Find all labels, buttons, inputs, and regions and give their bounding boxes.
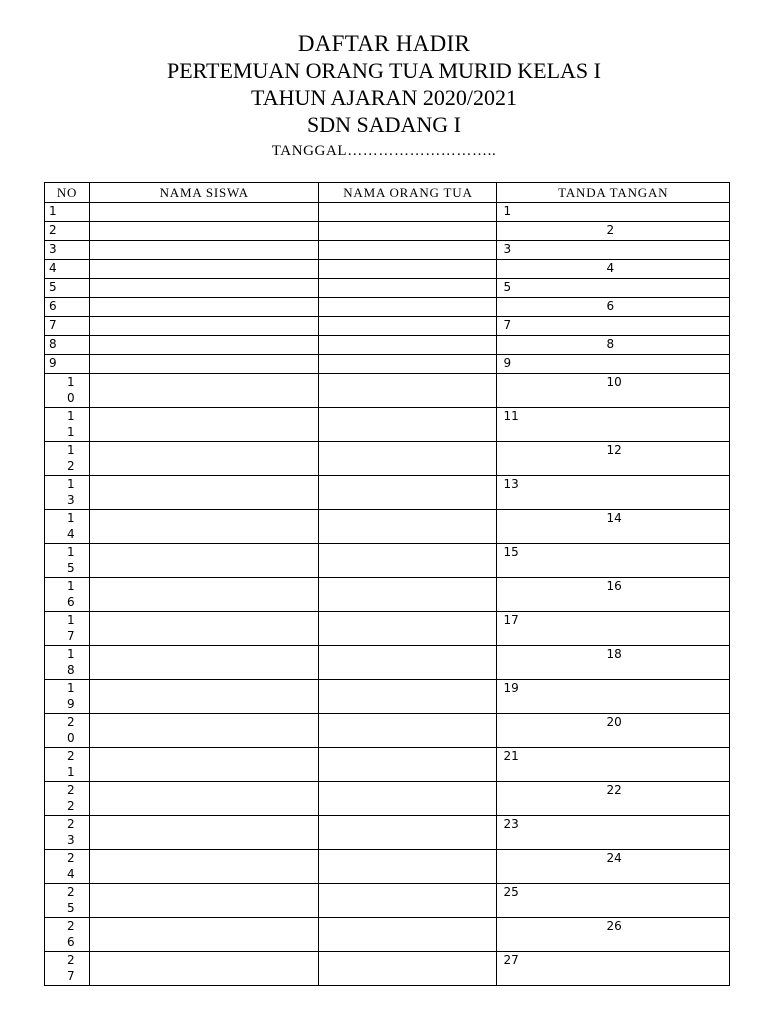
row-number-cell bbox=[45, 816, 90, 850]
row-number-cell bbox=[45, 850, 90, 884]
row-number-cell bbox=[45, 578, 90, 612]
student-name-cell[interactable] bbox=[90, 355, 319, 374]
document-header bbox=[0, 30, 768, 160]
school-name: SDN SADANG I bbox=[306, 112, 461, 137]
parent-name-cell[interactable] bbox=[319, 748, 497, 782]
signature-cell[interactable] bbox=[497, 646, 730, 680]
signature-number: 7 bbox=[503, 318, 512, 332]
row-number-cell bbox=[45, 476, 90, 510]
row-number: 2 bbox=[49, 223, 57, 237]
parent-name-cell[interactable] bbox=[319, 241, 497, 260]
attendance-table bbox=[44, 182, 730, 986]
row-number: 3 bbox=[49, 242, 57, 256]
signature-number: 18 bbox=[606, 647, 622, 661]
row-number-cell bbox=[45, 279, 90, 298]
row-number: 24 bbox=[67, 851, 75, 881]
row-number: 5 bbox=[49, 280, 57, 294]
table-row bbox=[45, 355, 730, 374]
signature-cell[interactable] bbox=[497, 355, 730, 374]
student-name-cell[interactable] bbox=[90, 279, 319, 298]
signature-number: 2 bbox=[606, 223, 615, 237]
signature-number: 4 bbox=[606, 261, 615, 275]
student-name-cell[interactable] bbox=[90, 578, 319, 612]
row-number-cell bbox=[45, 336, 90, 355]
date-field: TANGGAL……………………….. bbox=[271, 143, 497, 159]
signature-number: 13 bbox=[503, 477, 519, 491]
signature-number: 15 bbox=[503, 545, 519, 559]
row-number: 14 bbox=[67, 511, 75, 541]
signature-number: 21 bbox=[503, 749, 519, 763]
document-title: DAFTAR HADIR bbox=[297, 31, 471, 56]
parent-name-cell[interactable] bbox=[319, 260, 497, 279]
signature-cell[interactable] bbox=[497, 476, 730, 510]
student-name-cell[interactable] bbox=[90, 544, 319, 578]
table-row bbox=[45, 317, 730, 336]
row-number: 13 bbox=[67, 477, 75, 507]
row-number-cell bbox=[45, 442, 90, 476]
row-number: 7 bbox=[49, 318, 57, 332]
parent-name-cell[interactable] bbox=[319, 408, 497, 442]
table-row bbox=[45, 510, 730, 544]
parent-name-cell[interactable] bbox=[319, 544, 497, 578]
table-row bbox=[45, 442, 730, 476]
row-number-cell bbox=[45, 680, 90, 714]
row-number-cell bbox=[45, 918, 90, 952]
signature-number: 17 bbox=[503, 613, 519, 627]
signature-cell[interactable] bbox=[497, 952, 730, 986]
table-row bbox=[45, 279, 730, 298]
signature-cell[interactable] bbox=[497, 884, 730, 918]
signature-cell[interactable] bbox=[497, 203, 730, 222]
signature-cell[interactable] bbox=[497, 918, 730, 952]
row-number-cell bbox=[45, 374, 90, 408]
parent-name-cell[interactable] bbox=[319, 884, 497, 918]
parent-name-cell[interactable] bbox=[319, 442, 497, 476]
signature-number: 10 bbox=[606, 375, 622, 389]
row-number: 19 bbox=[67, 681, 75, 711]
signature-cell[interactable] bbox=[497, 298, 730, 317]
row-number-cell bbox=[45, 748, 90, 782]
signature-number: 14 bbox=[606, 511, 622, 525]
signature-cell[interactable] bbox=[497, 222, 730, 241]
row-number-cell bbox=[45, 222, 90, 241]
table-row bbox=[45, 816, 730, 850]
parent-name-cell[interactable] bbox=[319, 578, 497, 612]
row-number: 26 bbox=[67, 919, 75, 949]
parent-name-cell[interactable] bbox=[319, 952, 497, 986]
academic-year: TAHUN AJARAN 2020/2021 bbox=[251, 85, 517, 110]
table-row bbox=[45, 714, 730, 748]
row-number-cell bbox=[45, 355, 90, 374]
student-name-cell[interactable] bbox=[90, 884, 319, 918]
signature-cell[interactable] bbox=[497, 260, 730, 279]
row-number: 20 bbox=[67, 715, 75, 745]
row-number-cell bbox=[45, 510, 90, 544]
parent-name-cell[interactable] bbox=[319, 336, 497, 355]
parent-name-cell[interactable] bbox=[319, 850, 497, 884]
row-number: 22 bbox=[67, 783, 75, 813]
student-name-cell[interactable] bbox=[90, 782, 319, 816]
meeting-title: PERTEMUAN ORANG TUA MURID KELAS I bbox=[166, 58, 601, 83]
parent-name-cell[interactable] bbox=[319, 317, 497, 336]
parent-name-cell[interactable] bbox=[319, 510, 497, 544]
table-row bbox=[45, 336, 730, 355]
student-name-cell[interactable] bbox=[90, 203, 319, 222]
row-number-cell bbox=[45, 317, 90, 336]
signature-cell[interactable] bbox=[497, 241, 730, 260]
parent-name-cell[interactable] bbox=[319, 355, 497, 374]
student-name-cell[interactable] bbox=[90, 374, 319, 408]
table-header-row bbox=[45, 183, 730, 203]
signature-cell[interactable] bbox=[497, 782, 730, 816]
row-number: 23 bbox=[67, 817, 75, 847]
student-name-cell[interactable] bbox=[90, 748, 319, 782]
parent-name-cell[interactable] bbox=[319, 918, 497, 952]
row-number-cell bbox=[45, 612, 90, 646]
parent-name-cell[interactable] bbox=[319, 476, 497, 510]
signature-number: 24 bbox=[606, 851, 622, 865]
student-name-cell[interactable] bbox=[90, 260, 319, 279]
table-row bbox=[45, 646, 730, 680]
table-row bbox=[45, 680, 730, 714]
parent-name-cell[interactable] bbox=[319, 298, 497, 317]
table-row bbox=[45, 374, 730, 408]
parent-name-cell[interactable] bbox=[319, 279, 497, 298]
signature-cell[interactable] bbox=[497, 850, 730, 884]
signature-cell[interactable] bbox=[497, 442, 730, 476]
row-number: 4 bbox=[49, 261, 57, 275]
row-number: 27 bbox=[67, 953, 75, 983]
parent-name-cell[interactable] bbox=[319, 816, 497, 850]
row-number: 9 bbox=[49, 356, 57, 370]
parent-name-cell[interactable] bbox=[319, 714, 497, 748]
parent-name-cell[interactable] bbox=[319, 203, 497, 222]
signature-cell[interactable] bbox=[497, 374, 730, 408]
signature-number: 11 bbox=[503, 409, 519, 423]
row-number-cell bbox=[45, 260, 90, 279]
signature-cell[interactable] bbox=[497, 510, 730, 544]
student-name-cell[interactable] bbox=[90, 476, 319, 510]
row-number-cell bbox=[45, 782, 90, 816]
row-number: 16 bbox=[67, 579, 75, 609]
signature-number: 1 bbox=[503, 204, 512, 218]
student-name-cell[interactable] bbox=[90, 317, 319, 336]
row-number: 1 bbox=[49, 204, 57, 218]
signature-number: 5 bbox=[503, 280, 512, 294]
signature-number: 8 bbox=[606, 337, 615, 351]
signature-cell[interactable] bbox=[497, 336, 730, 355]
student-name-cell[interactable] bbox=[90, 222, 319, 241]
student-name-cell[interactable] bbox=[90, 646, 319, 680]
student-name-cell[interactable] bbox=[90, 612, 319, 646]
row-number: 11 bbox=[67, 409, 75, 439]
table-row bbox=[45, 748, 730, 782]
student-name-cell[interactable] bbox=[90, 952, 319, 986]
column-header-no: NO bbox=[45, 183, 90, 203]
table-row bbox=[45, 578, 730, 612]
row-number: 18 bbox=[67, 647, 75, 677]
parent-name-cell[interactable] bbox=[319, 222, 497, 241]
row-number-cell bbox=[45, 714, 90, 748]
student-name-cell[interactable] bbox=[90, 714, 319, 748]
parent-name-cell[interactable] bbox=[319, 374, 497, 408]
table-row bbox=[45, 884, 730, 918]
signature-number: 22 bbox=[606, 783, 622, 797]
signature-cell[interactable] bbox=[497, 680, 730, 714]
table-row bbox=[45, 260, 730, 279]
student-name-cell[interactable] bbox=[90, 510, 319, 544]
signature-cell[interactable] bbox=[497, 816, 730, 850]
column-header-student-name: NAMA SISWA bbox=[90, 183, 319, 203]
row-number-cell bbox=[45, 646, 90, 680]
signature-cell[interactable] bbox=[497, 612, 730, 646]
student-name-cell[interactable] bbox=[90, 298, 319, 317]
row-number: 17 bbox=[67, 613, 75, 643]
parent-name-cell[interactable] bbox=[319, 646, 497, 680]
signature-cell[interactable] bbox=[497, 544, 730, 578]
row-number: 12 bbox=[67, 443, 75, 473]
table-row bbox=[45, 203, 730, 222]
table-row bbox=[45, 918, 730, 952]
signature-cell[interactable] bbox=[497, 714, 730, 748]
row-number-cell bbox=[45, 203, 90, 222]
signature-cell[interactable] bbox=[497, 279, 730, 298]
signature-cell[interactable] bbox=[497, 578, 730, 612]
parent-name-cell[interactable] bbox=[319, 680, 497, 714]
student-name-cell[interactable] bbox=[90, 408, 319, 442]
signature-cell[interactable] bbox=[497, 317, 730, 336]
signature-number: 3 bbox=[503, 242, 512, 256]
parent-name-cell[interactable] bbox=[319, 612, 497, 646]
column-header-parent-name: NAMA ORANG TUA bbox=[319, 183, 497, 203]
table-row bbox=[45, 612, 730, 646]
row-number: 25 bbox=[67, 885, 75, 915]
table-row bbox=[45, 298, 730, 317]
table-row bbox=[45, 544, 730, 578]
row-number-cell bbox=[45, 884, 90, 918]
signature-number: 20 bbox=[606, 715, 622, 729]
row-number-cell bbox=[45, 544, 90, 578]
signature-number: 23 bbox=[503, 817, 519, 831]
student-name-cell[interactable] bbox=[90, 680, 319, 714]
student-name-cell[interactable] bbox=[90, 241, 319, 260]
signature-number: 12 bbox=[606, 443, 622, 457]
signature-number: 26 bbox=[606, 919, 622, 933]
signature-number: 27 bbox=[503, 953, 519, 967]
table-row bbox=[45, 476, 730, 510]
row-number: 15 bbox=[67, 545, 75, 575]
row-number-cell bbox=[45, 241, 90, 260]
signature-number: 16 bbox=[606, 579, 622, 593]
signature-number: 19 bbox=[503, 681, 519, 695]
row-number: 6 bbox=[49, 299, 57, 313]
table-row bbox=[45, 241, 730, 260]
parent-name-cell[interactable] bbox=[319, 782, 497, 816]
row-number: 21 bbox=[67, 749, 75, 779]
row-number-cell bbox=[45, 952, 90, 986]
table-row bbox=[45, 782, 730, 816]
signature-number: 9 bbox=[503, 356, 512, 370]
table-row bbox=[45, 850, 730, 884]
student-name-cell[interactable] bbox=[90, 850, 319, 884]
student-name-cell[interactable] bbox=[90, 816, 319, 850]
row-number: 8 bbox=[49, 337, 57, 351]
row-number-cell bbox=[45, 408, 90, 442]
row-number: 10 bbox=[67, 375, 75, 405]
signature-number: 6 bbox=[606, 299, 615, 313]
signature-cell[interactable] bbox=[497, 408, 730, 442]
student-name-cell[interactable] bbox=[90, 442, 319, 476]
column-header-signature: TANDA TANGAN bbox=[497, 183, 730, 203]
table-row bbox=[45, 222, 730, 241]
row-number-cell bbox=[45, 298, 90, 317]
student-name-cell[interactable] bbox=[90, 918, 319, 952]
signature-cell[interactable] bbox=[497, 748, 730, 782]
student-name-cell[interactable] bbox=[90, 336, 319, 355]
table-row bbox=[45, 952, 730, 986]
table-row bbox=[45, 408, 730, 442]
signature-number: 25 bbox=[503, 885, 519, 899]
